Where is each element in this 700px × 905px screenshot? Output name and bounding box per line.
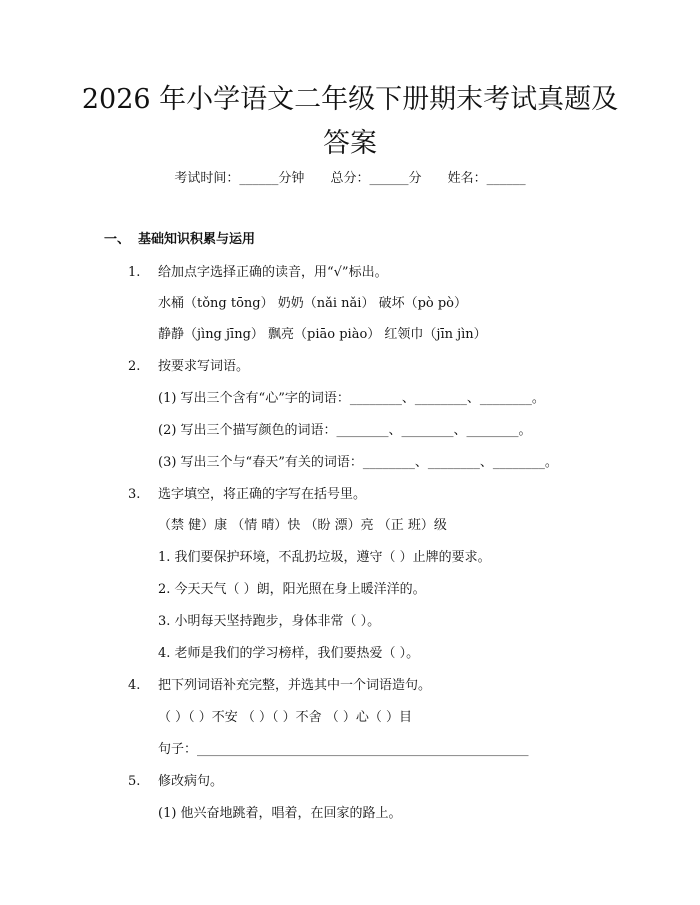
question-number: 5. [128,774,141,789]
exam-title [60,78,640,166]
fill-sentence: 3. 小明每天坚持跑步，身体非常（ ）。 [158,614,381,629]
pinyin-choice-line: 水桶（tǒng tōng） 奶奶（nǎi nǎi） 破坏（pò pò） [158,296,468,311]
sub-question: (1) 写出三个含有“心”字的词语：________、________、________。 [158,391,545,406]
exam-title-line2: 答案 [323,128,377,159]
exam-title-line1: 2026 年小学语文二年级下册期末考试真题及 [81,84,619,115]
exam-meta [0,170,700,188]
question-number: 2. [128,359,141,374]
total-score-field: 总分：______分 [330,171,422,186]
section-title: 基础知识积累与运用 [138,232,256,247]
question-text: 按要求写词语。 [158,359,250,374]
section-number: 一、 [104,232,131,247]
question-number: 1. [128,265,141,280]
exam-time-field: 考试时间：______分钟 [174,171,305,186]
question-number: 3. [128,487,141,502]
sub-question: (2) 写出三个描写颜色的词语：________、________、________。 [158,423,532,438]
word-options: （禁 健）康 （情 晴）快 （盼 漂）亮 （正 班）级 [158,518,447,533]
sub-question: (3) 写出三个与“春天”有关的词语：________、________、________。 [158,455,558,470]
fill-sentence: 2. 今天天气（ ）朗，阳光照在身上暖洋洋的。 [158,582,426,597]
sub-question: (1) 他兴奋地跳着，唱着，在回家的路上。 [158,806,402,821]
pinyin-choice-line: 静静（jìng jīng） 飘亮（piāo piào） 红领巾（jīn jìn） [158,327,487,342]
sentence-line: 句子：___________________________________________________ [158,742,529,757]
idiom-blanks: （ ）（ ）不安 （ ）（ ）不舍 （ ）心（ ）目 [158,710,413,725]
question-text: 修改病句。 [158,774,224,789]
question-text: 给加点字选择正确的读音，用“√”标出。 [158,265,388,280]
fill-sentence: 4. 老师是我们的学习榜样，我们要热爱（ ）。 [158,646,420,661]
question-text: 把下列词语补充完整，并选其中一个词语造句。 [158,678,432,693]
fill-sentence: 1. 我们要保护环境，不乱扔垃圾，遵守（ ）止牌的要求。 [158,550,491,565]
question-number: 4. [128,678,141,693]
student-name-field: 姓名：______ [447,171,526,186]
question-text: 选字填空，将正确的字写在括号里。 [158,487,367,502]
